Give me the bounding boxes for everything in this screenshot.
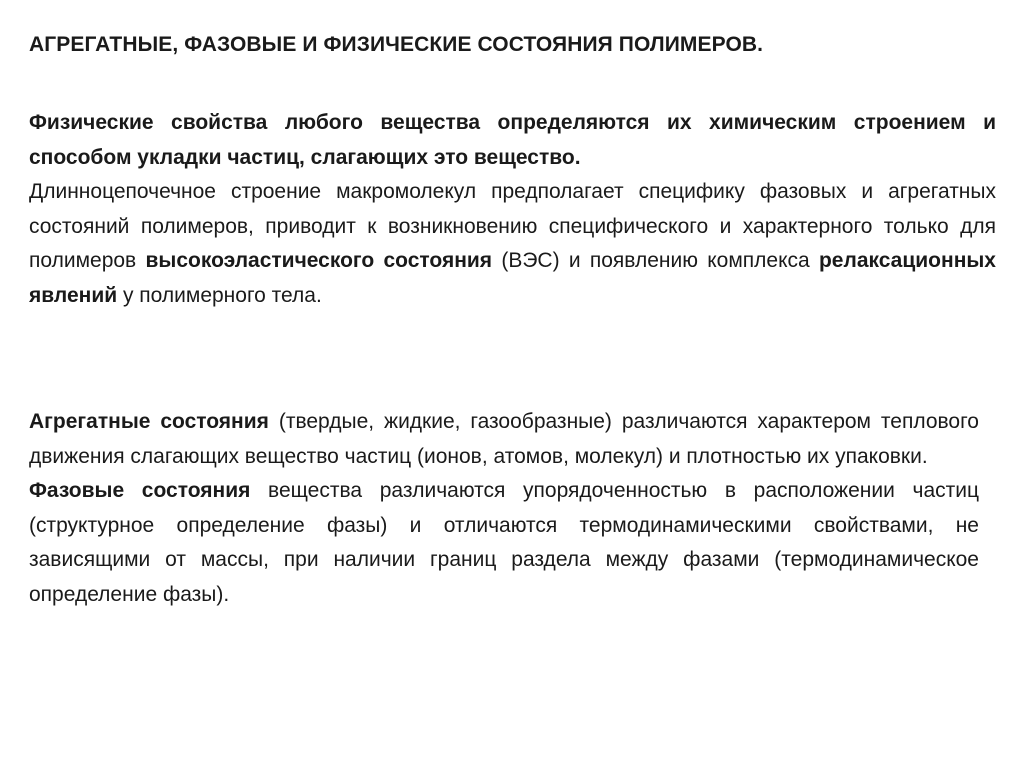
term-highly-elastic-state: высокоэластического состояния	[145, 249, 493, 272]
term-relaxation-phenomena: релаксационных явлений	[29, 249, 996, 307]
text-fragment: (твердые, жидкие, газообразные) различаются характером теплового движения слагающих вещество частиц (ионов, атомов, молекул) и плотностью их упаковки.	[29, 410, 979, 468]
slide-title: АГРЕГАТНЫЕ, ФАЗОВЫЕ И ФИЗИЧЕСКИЕ СОСТОЯНИЯ ПОЛИМЕРОВ.	[29, 33, 764, 56]
paragraph-phase-states	[29, 474, 979, 612]
text-block-states	[29, 405, 979, 612]
paragraph-aggregate-states	[29, 405, 979, 474]
paragraph-macromolecules	[29, 175, 996, 313]
text-fragment: вещества различаются упорядоченностью в расположении частиц (структурное определение фазы) и отличаются термодинамическими свойствами, не зависящими от массы, при наличии границ раздела между фазами (термодинамическое определение фазы).	[29, 479, 979, 606]
text-fragment: у полимерного тела.	[117, 283, 322, 307]
paragraph-physical-properties	[29, 106, 996, 175]
term-phase-states: Фазовые состояния	[29, 479, 251, 502]
term-aggregate-states: Агрегатные состояния	[29, 410, 269, 433]
text-fragment: Длинноцепочечное строение макромолекул предполагает специфику фазовых и агрегатных состояний полимеров, приводит к возникновению специфического и характерного только для полимеров	[29, 180, 996, 272]
bold-statement: Физические свойства любого вещества определяются их химическим строением и способом укладки частиц, слагающих это вещество.	[29, 111, 996, 169]
text-block-physical-properties	[29, 106, 996, 313]
text-fragment: (ВЭС) и появлению комплекса	[492, 249, 819, 272]
